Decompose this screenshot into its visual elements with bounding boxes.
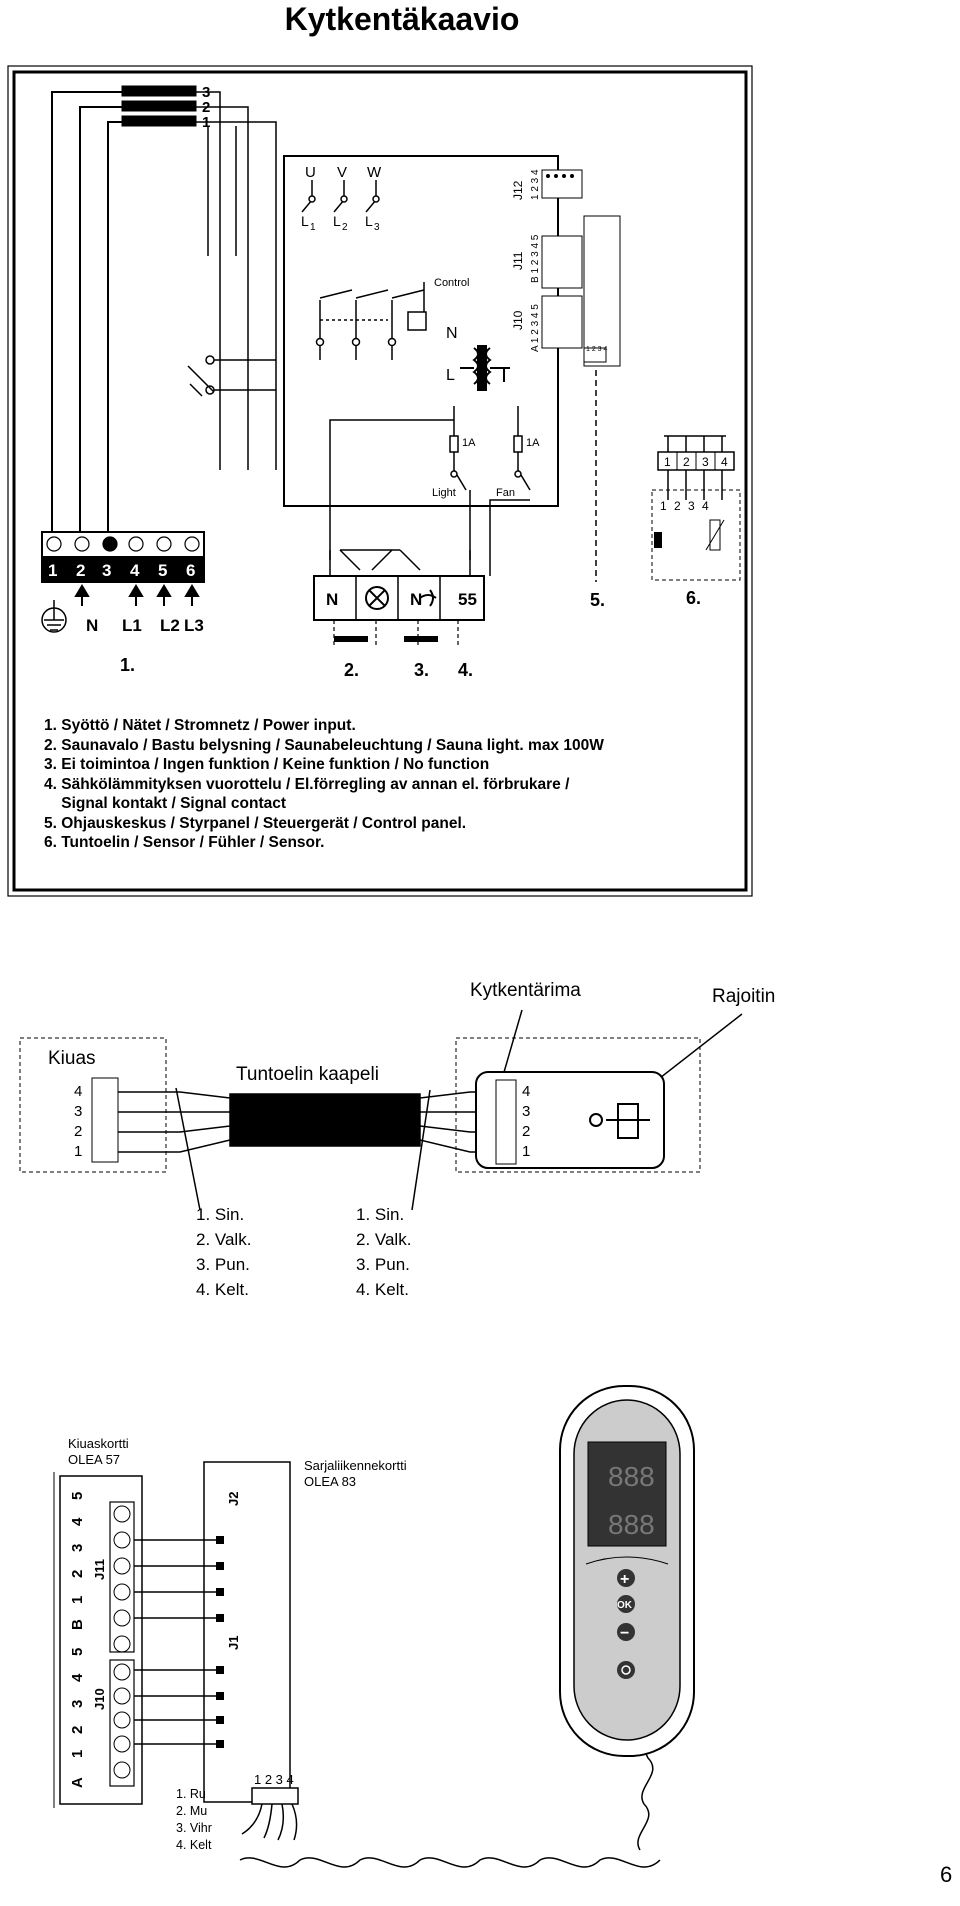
svg-text:B 1 2 3 4 5: B 1 2 3 4 5 — [530, 234, 541, 283]
svg-text:A: A — [69, 1777, 86, 1788]
wire-colors-left: 1. Sin. 2. Valk. 3. Pun. 4. Kelt. — [196, 1205, 252, 1299]
page-title: Kytkentäkaavio — [284, 1, 520, 37]
control-label: Control — [434, 277, 470, 289]
legend-item: Signal kontakt / Signal contact — [44, 795, 287, 812]
svg-text:3: 3 — [102, 561, 112, 580]
legend-item: 5. Ohjauskeskus / Styrpanel / Steuergerät / Control panel. — [44, 814, 467, 832]
svg-text:55: 55 — [458, 590, 477, 609]
svg-text:1: 1 — [664, 455, 671, 469]
svg-text:1: 1 — [660, 499, 667, 513]
svg-text:3.: 3. — [414, 660, 430, 680]
svg-text:6.: 6. — [686, 588, 702, 608]
svg-text:J10: J10 — [511, 310, 525, 330]
svg-text:1: 1 — [69, 1749, 86, 1758]
svg-text:1: 1 — [522, 1143, 531, 1160]
svg-text:3: 3 — [688, 499, 695, 513]
small-pins-label: 1 2 3 4 — [586, 346, 608, 353]
svg-text:4: 4 — [69, 1517, 86, 1526]
svg-text:4: 4 — [130, 561, 140, 580]
svg-text:N: N — [86, 616, 99, 635]
svg-text:2: 2 — [342, 222, 348, 233]
page-number: 6 — [940, 1862, 953, 1887]
svg-text:5: 5 — [69, 1491, 86, 1500]
l-label: L — [446, 367, 455, 384]
svg-text:888: 888 — [608, 1461, 655, 1492]
svg-text:2.: 2. — [344, 660, 360, 680]
svg-text:3: 3 — [202, 84, 211, 101]
fan-label: Fan — [496, 487, 515, 499]
rajoitin-label: Rajoitin — [712, 986, 776, 1007]
svg-text:L1: L1 — [122, 616, 142, 635]
legend-item: 3. Ei toimintoa / Ingen funktion / Keine funktion / No function — [44, 756, 490, 773]
svg-text:2: 2 — [74, 1123, 83, 1140]
svg-text:4: 4 — [74, 1083, 83, 1100]
j2-label: J2 — [226, 1491, 241, 1506]
svg-text:5.: 5. — [590, 590, 606, 610]
svg-text:1: 1 — [69, 1595, 86, 1604]
svg-text:3: 3 — [69, 1699, 86, 1708]
svg-text:4.: 4. — [458, 660, 474, 680]
svg-text:6: 6 — [186, 561, 196, 580]
n-label: N — [446, 325, 458, 342]
series-label-1: Sarjaliikennekortti — [304, 1458, 407, 1473]
svg-text:2: 2 — [674, 499, 681, 513]
svg-text:L: L — [333, 213, 341, 229]
svg-text:4: 4 — [69, 1673, 86, 1682]
svg-text:V: V — [337, 164, 348, 181]
control-panel-device — [560, 1386, 694, 1756]
legend-item: 2. Saunavalo / Bastu belysning / Saunabeleuchtung / Sauna light. max 100W — [44, 736, 604, 754]
svg-text:3: 3 — [74, 1103, 83, 1120]
board-label-1: Kiuaskortti — [68, 1436, 129, 1451]
svg-text:1: 1 — [202, 114, 211, 131]
svg-text:J12: J12 — [511, 180, 525, 200]
light-label: Light — [432, 487, 456, 499]
svg-text:2: 2 — [69, 1569, 86, 1578]
cable-label: Tuntoelin kaapeli — [236, 1064, 379, 1085]
svg-text:4: 4 — [522, 1083, 531, 1100]
svg-text:+: + — [620, 1571, 630, 1588]
svg-text:N: N — [326, 590, 339, 609]
svg-text:J11: J11 — [511, 251, 525, 270]
svg-text:N: N — [410, 590, 423, 609]
series-label-2: OLEA 83 — [304, 1474, 357, 1489]
svg-text:3: 3 — [374, 222, 380, 233]
legend-item: 4. Sähkölämmityksen vuorottelu / El.förregling av annan el. förbrukare / — [44, 775, 570, 793]
svg-text:2: 2 — [683, 455, 690, 469]
svg-text:2: 2 — [202, 99, 211, 116]
svg-text:3: 3 — [69, 1543, 86, 1552]
svg-text:1: 1 — [48, 561, 58, 580]
fuse-label-1: 1A — [462, 437, 476, 449]
svg-text:2: 2 — [76, 561, 86, 580]
svg-text:888: 888 — [608, 1509, 655, 1540]
j1-label: J1 — [226, 1635, 241, 1650]
svg-text:1: 1 — [310, 222, 316, 233]
svg-text:W: W — [367, 164, 382, 181]
board-label-2: OLEA 57 — [68, 1452, 121, 1467]
svg-text:L: L — [365, 213, 373, 229]
svg-text:U: U — [305, 164, 316, 181]
svg-text:4: 4 — [702, 499, 709, 513]
svg-text:2: 2 — [69, 1725, 86, 1734]
legend-item: 6. Tuntoelin / Sensor / Fühler / Sensor. — [44, 834, 325, 851]
wire-colors-right: 1. Sin. 2. Valk. 3. Pun. 4. Kelt. — [356, 1205, 412, 1299]
side-pins — [69, 1492, 86, 1788]
bottom-wire-legend: 1. Ru 2. Mu 3. Vihr 4. Kelt — [176, 1787, 212, 1852]
svg-text:L3: L3 — [184, 616, 204, 635]
svg-text:Kiuas: Kiuas — [48, 1048, 96, 1069]
svg-text:A 1 2 3 4 5: A 1 2 3 4 5 — [530, 304, 541, 352]
svg-text:1 2 3 4: 1 2 3 4 — [530, 169, 541, 200]
svg-text:OK: OK — [617, 1600, 632, 1611]
svg-text:L2: L2 — [160, 616, 180, 635]
kytkentarima-label: Kytkentärima — [470, 980, 581, 1001]
svg-text:3: 3 — [702, 455, 709, 469]
svg-text:3: 3 — [522, 1103, 531, 1120]
svg-text:L: L — [301, 213, 309, 229]
svg-text:2: 2 — [522, 1123, 531, 1140]
svg-text:B: B — [69, 1619, 86, 1630]
j10-label: J10 — [92, 1688, 107, 1710]
svg-text:−: − — [620, 1625, 630, 1642]
svg-text:4: 4 — [721, 455, 728, 469]
section-number-1: 1. — [120, 655, 136, 675]
connector-pins: 1 2 3 4 — [254, 1772, 294, 1787]
svg-text:1: 1 — [74, 1143, 83, 1160]
fuse-label-2: 1A — [526, 437, 540, 449]
legend-item: 1. Syöttö / Nätet / Stromnetz / Power input. — [44, 717, 356, 734]
svg-text:5: 5 — [69, 1647, 86, 1656]
j11-label: J11 — [92, 1559, 107, 1580]
svg-text:5: 5 — [158, 561, 168, 580]
